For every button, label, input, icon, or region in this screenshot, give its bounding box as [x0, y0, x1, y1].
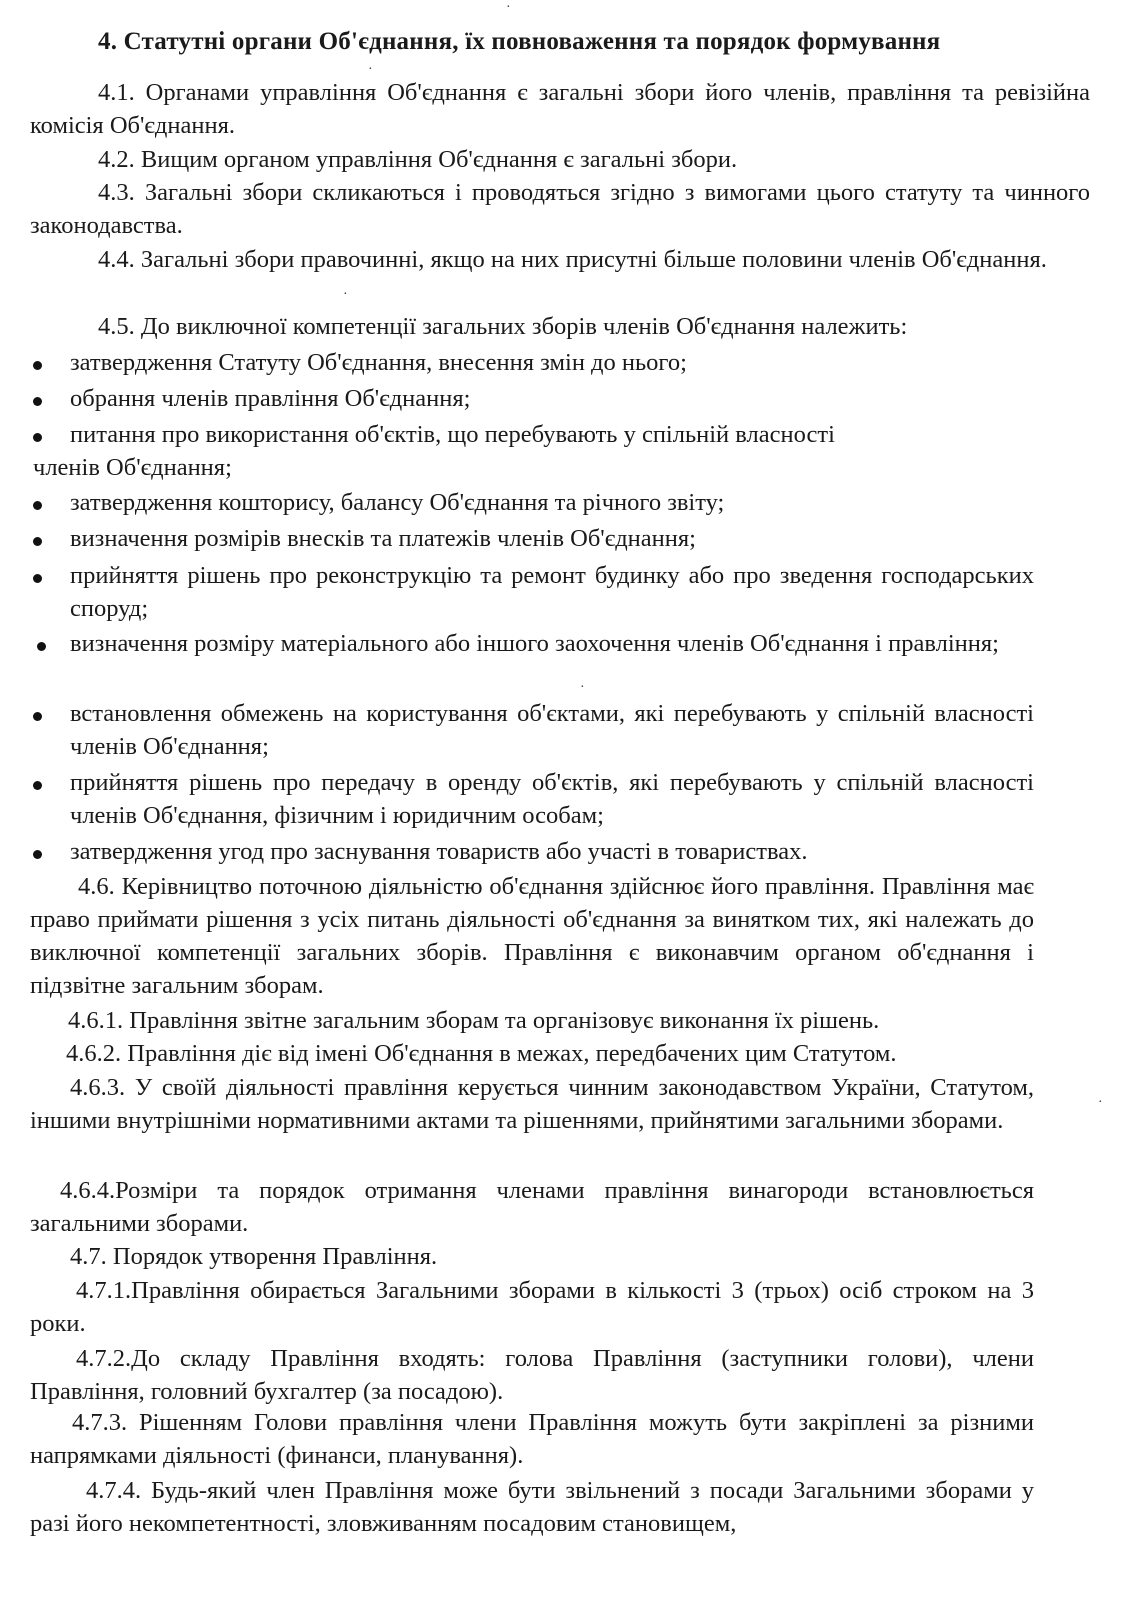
- list-item: прийняття рішень про передачу в оренду об'єктів, які перебувають у спільній власності членів Об'єднання, фізичним і юридичним особам;: [70, 769, 1034, 829]
- list-item: затвердження угод про заснування товариств або участі в товариствах.: [70, 838, 808, 865]
- bullet-marker: [33, 397, 42, 406]
- list-item: визначення розміру матеріального або іншого заохочення членів Об'єднання і правління;: [70, 630, 999, 657]
- paragraph-4-6-4: 4.6.4.Розміри та порядок отримання членами правління винагороди встановлюється загальними зборами.: [30, 1177, 1034, 1237]
- section-heading: 4. Статутні органи Об'єднання, їх повноваження та порядок формування: [98, 28, 941, 55]
- list-item: встановлення обмежень на користування об'єктами, які перебувають у спільній власності членів Об'єднання;: [70, 700, 1034, 760]
- paragraph-4-7-1: 4.7.1.Правління обирається Загальними зборами в кількості 3 (трьох) осіб строком на 3 роки.: [30, 1277, 1034, 1337]
- list-item: питання про використання об'єктів, що перебувають у спільній власності: [70, 421, 835, 448]
- paragraph-4-7-4: 4.7.4. Будь-який член Правління може бути звільнений з посади Загальними зборами у разі його некомпетентності, зловживанням посадовим становищем,: [30, 1477, 1034, 1537]
- paragraph-4-2: 4.2. Вищим органом управління Об'єднання є загальні збори.: [98, 146, 738, 173]
- list-item: прийняття рішень про реконструкцію та ремонт будинку або про зведення господарських споруд;: [70, 562, 1034, 622]
- paragraph-4-3: 4.3. Загальні збори скликаються і проводяться згідно з вимогами цього статуту та чинного законодавства.: [30, 179, 1090, 239]
- bullet-marker: [33, 501, 42, 510]
- paragraph-4-7-2: 4.7.2.До складу Правління входять: голова Правління (заступники голови), члени Правління, головний бухгалтер (за посадою).: [30, 1345, 1034, 1405]
- list-item: визначення розмірів внесків та платежів членів Об'єднання;: [70, 525, 696, 552]
- paragraph-4-6-1: 4.6.1. Правління звітне загальним зборам та організовує виконання їх рішень.: [68, 1007, 880, 1034]
- paragraph-4-7-3: 4.7.3. Рішенням Голови правління члени Правління можуть бути закріплені за різними напрямками діяльності (финанси, планування).: [30, 1409, 1034, 1469]
- list-item: затвердження кошторису, балансу Об'єднання та річного звіту;: [70, 489, 725, 516]
- scan-speck: ·: [368, 62, 373, 77]
- bullet-marker: [33, 574, 42, 583]
- bullet-marker: [33, 850, 42, 859]
- list-item-continuation: членів Об'єднання;: [33, 454, 232, 481]
- bullet-marker: [33, 712, 42, 721]
- scan-speck: ·: [343, 287, 348, 302]
- scan-speck: ·: [506, 0, 511, 15]
- bullet-marker: [33, 433, 42, 442]
- paragraph-4-4: 4.4. Загальні збори правочинні, якщо на них присутні більше половини членів Об'єднання.: [98, 246, 1047, 273]
- list-item: обрання членів правління Об'єднання;: [70, 385, 471, 412]
- paragraph-4-6-3: 4.6.3. У своїй діяльності правління керується чинним законодавством України, Статутом, іншими внутрішніми нормативними актами та рішеннями, прийнятими загальними зборами.: [30, 1074, 1034, 1134]
- bullet-marker: [33, 781, 42, 790]
- paragraph-4-6: 4.6. Керівництво поточною діяльністю об'єднання здійснює його правління. Правління має право приймати рішення з усіх питань діяльності об'єднання за винятком тих, які належать до виключної компетенції загальних зборів. Правління є виконавчим органом об'єднання і підзвітне загальним зборам.: [30, 873, 1034, 999]
- list-item: затвердження Статуту Об'єднання, внесення змін до нього;: [70, 349, 687, 376]
- paragraph-4-6-2: 4.6.2. Правління діє від імені Об'єднання в межах, передбачених цим Статутом.: [66, 1040, 897, 1067]
- paragraph-4-1: 4.1. Органами управління Об'єднання є загальні збори його членів, правління та ревізійна комісія Об'єднання.: [30, 79, 1090, 139]
- paragraph-4-5: 4.5. До виключної компетенції загальних зборів членів Об'єднання належить:: [98, 313, 908, 340]
- paragraph-4-7: 4.7. Порядок утворення Правління.: [70, 1243, 438, 1270]
- bullet-marker: [37, 642, 46, 651]
- bullet-marker: [33, 361, 42, 370]
- bullet-marker: [33, 537, 42, 546]
- scan-speck: ·: [580, 680, 585, 695]
- scan-speck: ·: [1098, 1095, 1103, 1110]
